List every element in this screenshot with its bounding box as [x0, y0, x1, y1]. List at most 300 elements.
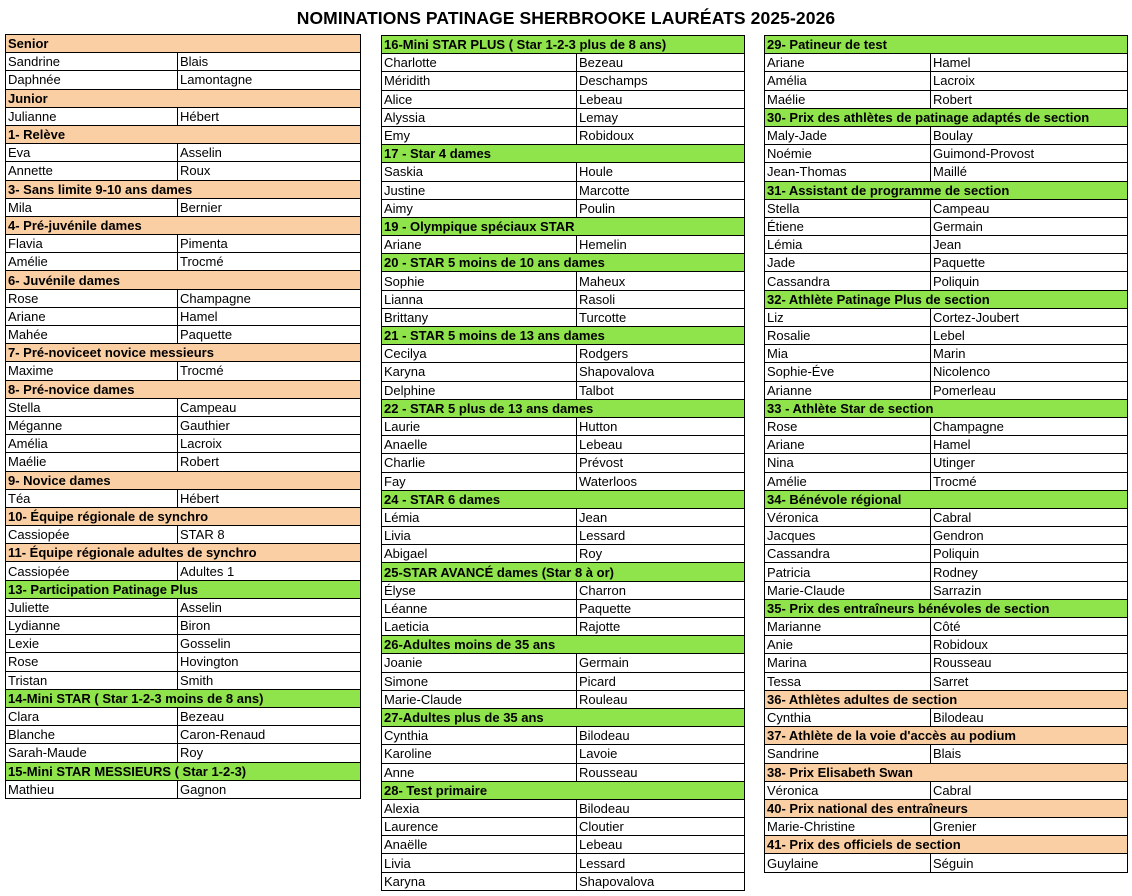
nominee-row [6, 235, 361, 253]
category-header-row [382, 327, 745, 345]
category-header-row [6, 89, 361, 107]
nominee-row [382, 454, 745, 472]
first-name-cell: Anaëlle [382, 836, 577, 854]
last-name-cell: Grenier [931, 818, 1128, 836]
first-name-cell: Patricia [765, 563, 931, 581]
first-name-cell: Amélie [6, 253, 178, 271]
nominee-row [6, 416, 361, 434]
category-header-row [6, 35, 361, 53]
last-name-cell: Lacroix [931, 72, 1128, 90]
last-name-cell: Lemay [577, 108, 745, 126]
first-name-cell: Emy [382, 126, 577, 144]
first-name-cell: Livia [382, 527, 577, 545]
column-3 [764, 35, 1128, 873]
first-name-cell: Marie-Claude [765, 581, 931, 599]
first-name-cell: Annette [6, 162, 178, 180]
category-header: 29- Patineur de test [765, 36, 1128, 54]
last-name-cell: Prévost [577, 454, 745, 472]
first-name-cell: Stella [765, 199, 931, 217]
first-name-cell: Tessa [765, 672, 931, 690]
first-name-cell: Karyna [382, 363, 577, 381]
category-header-row [382, 217, 745, 235]
last-name-cell: Pimenta [178, 235, 361, 253]
first-name-cell: Anie [765, 636, 931, 654]
first-name-cell: Amélia [6, 435, 178, 453]
first-name-cell: Anne [382, 763, 577, 781]
first-name-cell: Maxime [6, 362, 178, 380]
category-header: 26-Adultes moins de 35 ans [382, 636, 745, 654]
nominee-row [382, 654, 745, 672]
category-header-row [765, 690, 1128, 708]
nominee-row [382, 236, 745, 254]
last-name-cell: Rousseau [931, 654, 1128, 672]
nominee-row [382, 308, 745, 326]
nominee-row [6, 671, 361, 689]
last-name-cell: Bezeau [577, 54, 745, 72]
category-header: 22 - STAR 5 plus de 13 ans dames [382, 399, 745, 417]
nominee-row [382, 799, 745, 817]
nominee-row [765, 545, 1128, 563]
category-header: 28- Test primaire [382, 781, 745, 799]
nominee-row [765, 417, 1128, 435]
nominee-row [765, 672, 1128, 690]
first-name-cell: Véronica [765, 508, 931, 526]
first-name-cell: Laeticia [382, 618, 577, 636]
category-header-row [382, 145, 745, 163]
category-header-row [765, 727, 1128, 745]
category-header-row [765, 399, 1128, 417]
first-name-cell: Rose [6, 289, 178, 307]
last-name-cell: Roux [178, 162, 361, 180]
category-header-row [382, 636, 745, 654]
category-header-row [382, 254, 745, 272]
first-name-cell: Joanie [382, 654, 577, 672]
first-name-cell: Clara [6, 707, 178, 725]
first-name-cell: Lexie [6, 635, 178, 653]
last-name-cell: Trocmé [178, 362, 361, 380]
nominee-row [382, 854, 745, 872]
nominee-row [765, 618, 1128, 636]
nominee-row [765, 508, 1128, 526]
category-header-row [765, 763, 1128, 781]
last-name-cell: Hovington [178, 653, 361, 671]
first-name-cell: Étiene [765, 217, 931, 235]
category-header: 9- Novice dames [6, 471, 361, 489]
nominee-row [382, 672, 745, 690]
last-name-cell: Hamel [931, 54, 1128, 72]
last-name-cell: Paquette [931, 254, 1128, 272]
nominee-row [6, 107, 361, 125]
category-header-row [6, 544, 361, 562]
last-name-cell: Rasoli [577, 290, 745, 308]
nominee-row [382, 381, 745, 399]
first-name-cell: Amélie [765, 472, 931, 490]
last-name-cell: Hébert [178, 489, 361, 507]
nominee-row [6, 362, 361, 380]
nominee-row [382, 581, 745, 599]
nominee-row [382, 527, 745, 545]
last-name-cell: Pomerleau [931, 381, 1128, 399]
last-name-cell: Bernier [178, 198, 361, 216]
category-header-row [6, 689, 361, 707]
first-name-cell: Jacques [765, 527, 931, 545]
nominee-row [382, 872, 745, 890]
category-header-row [6, 580, 361, 598]
nominee-row [382, 508, 745, 526]
first-name-cell: Flavia [6, 235, 178, 253]
nominee-row [6, 71, 361, 89]
nominee-row [765, 199, 1128, 217]
last-name-cell: Jean [577, 508, 745, 526]
first-name-cell: Charlotte [382, 54, 577, 72]
first-name-cell: Méridith [382, 72, 577, 90]
category-header: 4- Pré-juvénile dames [6, 216, 361, 234]
last-name-cell: Champagne [931, 417, 1128, 435]
nominee-row [382, 108, 745, 126]
nominee-row [382, 763, 745, 781]
nominee-row [765, 163, 1128, 181]
first-name-cell: Sandrine [765, 745, 931, 763]
first-name-cell: Maly-Jade [765, 126, 931, 144]
last-name-cell: Cloutier [577, 818, 745, 836]
last-name-cell: Lessard [577, 854, 745, 872]
first-name-cell: Rosalie [765, 327, 931, 345]
nominee-row [382, 363, 745, 381]
last-name-cell: Rouleau [577, 690, 745, 708]
first-name-cell: Daphnée [6, 71, 178, 89]
first-name-cell: Sandrine [6, 53, 178, 71]
last-name-cell: Bilodeau [577, 727, 745, 745]
nominee-row [6, 162, 361, 180]
nominations-table [381, 35, 745, 891]
last-name-cell: Smith [178, 671, 361, 689]
nominee-row [382, 199, 745, 217]
first-name-cell: Marianne [765, 618, 931, 636]
last-name-cell: Séguin [931, 854, 1128, 872]
category-header: 8- Pré-novice dames [6, 380, 361, 398]
category-header: 3- Sans limite 9-10 ans dames [6, 180, 361, 198]
category-header-row [382, 563, 745, 581]
category-header-row [765, 599, 1128, 617]
nominee-row [765, 126, 1128, 144]
first-name-cell: Lianna [382, 290, 577, 308]
last-name-cell: Blais [178, 53, 361, 71]
nominee-row [6, 289, 361, 307]
last-name-cell: Deschamps [577, 72, 745, 90]
last-name-cell: Germain [931, 217, 1128, 235]
nominee-row [6, 398, 361, 416]
nominee-row [6, 562, 361, 580]
first-name-cell: Marie-Christine [765, 818, 931, 836]
category-header-row [6, 471, 361, 489]
first-name-cell: Ariane [765, 54, 931, 72]
first-name-cell: Tristan [6, 671, 178, 689]
first-name-cell: Mila [6, 198, 178, 216]
first-name-cell: Mia [765, 345, 931, 363]
first-name-cell: Nina [765, 454, 931, 472]
category-header: 10- Équipe régionale de synchro [6, 507, 361, 525]
first-name-cell: Cassandra [765, 545, 931, 563]
nominee-row [382, 818, 745, 836]
nominee-row [6, 653, 361, 671]
first-name-cell: Ariane [382, 236, 577, 254]
first-name-cell: Fay [382, 472, 577, 490]
category-header: 6- Juvénile dames [6, 271, 361, 289]
nominee-row [765, 436, 1128, 454]
category-header: 35- Prix des entraîneurs bénévoles de section [765, 599, 1128, 617]
first-name-cell: Laurence [382, 818, 577, 836]
nominee-row [765, 254, 1128, 272]
category-header: 13- Participation Patinage Plus [6, 580, 361, 598]
last-name-cell: Caron-Renaud [178, 726, 361, 744]
first-name-cell: Véronica [765, 781, 931, 799]
first-name-cell: Lydianne [6, 617, 178, 635]
category-header-row [382, 399, 745, 417]
column-1 [5, 34, 361, 799]
category-header-row [382, 490, 745, 508]
first-name-cell: Cynthia [765, 708, 931, 726]
last-name-cell: Poliquin [931, 545, 1128, 563]
category-header-row [382, 781, 745, 799]
nominee-row [382, 618, 745, 636]
last-name-cell: Houle [577, 163, 745, 181]
first-name-cell: Rose [765, 417, 931, 435]
category-header-row [6, 344, 361, 362]
last-name-cell: Poulin [577, 199, 745, 217]
last-name-cell: Lebel [931, 327, 1128, 345]
first-name-cell: Rose [6, 653, 178, 671]
first-name-cell: Sarah-Maude [6, 744, 178, 762]
nominee-row [382, 181, 745, 199]
nominee-row [6, 307, 361, 325]
first-name-cell: Guylaine [765, 854, 931, 872]
nominee-row [382, 836, 745, 854]
last-name-cell: Turcotte [577, 308, 745, 326]
last-name-cell: Paquette [178, 326, 361, 344]
nominee-row [6, 526, 361, 544]
nominee-row [765, 654, 1128, 672]
category-header: 37- Athlète de la voie d'accès au podium [765, 727, 1128, 745]
first-name-cell: Abigael [382, 545, 577, 563]
last-name-cell: Rajotte [577, 618, 745, 636]
last-name-cell: Trocmé [931, 472, 1128, 490]
first-name-cell: Karyna [382, 872, 577, 890]
nominee-row [382, 90, 745, 108]
nominee-row [382, 472, 745, 490]
category-header-row [6, 180, 361, 198]
nominee-row [6, 489, 361, 507]
last-name-cell: Roy [178, 744, 361, 762]
nominee-row [6, 780, 361, 798]
nominee-row [765, 781, 1128, 799]
nominee-row [765, 272, 1128, 290]
nominee-row [765, 472, 1128, 490]
category-header: 27-Adultes plus de 35 ans [382, 708, 745, 726]
nominee-row [382, 54, 745, 72]
nominee-row [6, 598, 361, 616]
last-name-cell: Gendron [931, 527, 1128, 545]
last-name-cell: Rodgers [577, 345, 745, 363]
first-name-cell: Jade [765, 254, 931, 272]
nominee-row [765, 54, 1128, 72]
last-name-cell: Lavoie [577, 745, 745, 763]
first-name-cell: Aimy [382, 199, 577, 217]
last-name-cell: Trocmé [178, 253, 361, 271]
last-name-cell: Lebeau [577, 90, 745, 108]
nominee-row [765, 90, 1128, 108]
last-name-cell: Cabral [931, 508, 1128, 526]
category-header: 40- Prix national des entraîneurs [765, 799, 1128, 817]
nominee-row [6, 617, 361, 635]
last-name-cell: Rousseau [577, 763, 745, 781]
category-header: 32- Athlète Patinage Plus de section [765, 290, 1128, 308]
first-name-cell: Méganne [6, 416, 178, 434]
nominations-table [764, 35, 1128, 873]
last-name-cell: Blais [931, 745, 1128, 763]
category-header: 7- Pré-noviceet novice messieurs [6, 344, 361, 362]
last-name-cell: Nicolenco [931, 363, 1128, 381]
category-header-row [6, 380, 361, 398]
nominee-row [765, 527, 1128, 545]
last-name-cell: Champagne [178, 289, 361, 307]
nominee-row [382, 163, 745, 181]
category-header: 16-Mini STAR PLUS ( Star 1-2-3 plus de 8 ans) [382, 36, 745, 54]
last-name-cell: Gagnon [178, 780, 361, 798]
category-header: 19 - Olympique spéciaux STAR [382, 217, 745, 235]
nominee-row [765, 308, 1128, 326]
nominee-row [382, 272, 745, 290]
first-name-cell: Léanne [382, 599, 577, 617]
last-name-cell: Cortez-Joubert [931, 308, 1128, 326]
last-name-cell: Marin [931, 345, 1128, 363]
category-header-row [765, 490, 1128, 508]
last-name-cell: STAR 8 [178, 526, 361, 544]
nominee-row [765, 818, 1128, 836]
category-header-row [6, 125, 361, 143]
last-name-cell: Bezeau [178, 707, 361, 725]
category-header: 15-Mini STAR MESSIEURS ( Star 1-2-3) [6, 762, 361, 780]
last-name-cell: Hamel [178, 307, 361, 325]
category-header-row [382, 36, 745, 54]
first-name-cell: Julianne [6, 107, 178, 125]
nominee-row [6, 635, 361, 653]
nominee-row [6, 453, 361, 471]
last-name-cell: Germain [577, 654, 745, 672]
first-name-cell: Cassiopée [6, 562, 178, 580]
last-name-cell: Hemelin [577, 236, 745, 254]
first-name-cell: Charlie [382, 454, 577, 472]
nominee-row [765, 708, 1128, 726]
last-name-cell: Rodney [931, 563, 1128, 581]
last-name-cell: Guimond-Provost [931, 145, 1128, 163]
last-name-cell: Maillé [931, 163, 1128, 181]
first-name-cell: Élyse [382, 581, 577, 599]
last-name-cell: Lebeau [577, 436, 745, 454]
nominee-row [765, 363, 1128, 381]
last-name-cell: Hutton [577, 417, 745, 435]
nominee-row [6, 435, 361, 453]
first-name-cell: Alyssia [382, 108, 577, 126]
nominee-row [765, 454, 1128, 472]
last-name-cell: Shapovalova [577, 872, 745, 890]
last-name-cell: Asselin [178, 598, 361, 616]
first-name-cell: Brittany [382, 308, 577, 326]
last-name-cell: Campeau [931, 199, 1128, 217]
nominee-row [6, 198, 361, 216]
first-name-cell: Sophie-Éve [765, 363, 931, 381]
last-name-cell: Sarrazin [931, 581, 1128, 599]
last-name-cell: Sarret [931, 672, 1128, 690]
last-name-cell: Adultes 1 [178, 562, 361, 580]
category-header-row [382, 708, 745, 726]
first-name-cell: Marie-Claude [382, 690, 577, 708]
nominee-row [765, 636, 1128, 654]
category-header-row [6, 507, 361, 525]
last-name-cell: Lacroix [178, 435, 361, 453]
last-name-cell: Marcotte [577, 181, 745, 199]
category-header: 31- Assistant de programme de section [765, 181, 1128, 199]
first-name-cell: Laurie [382, 417, 577, 435]
first-name-cell: Cecilya [382, 345, 577, 363]
nominee-row [765, 236, 1128, 254]
last-name-cell: Charron [577, 581, 745, 599]
page-title: NOMINATIONS PATINAGE SHERBROOKE LAURÉATS 2025-2026 [296, 8, 836, 28]
nominee-row [765, 145, 1128, 163]
nominee-row [382, 599, 745, 617]
first-name-cell: Arianne [765, 381, 931, 399]
last-name-cell: Hébert [178, 107, 361, 125]
category-header-row [765, 36, 1128, 54]
last-name-cell: Roy [577, 545, 745, 563]
last-name-cell: Picard [577, 672, 745, 690]
category-header: 1- Relève [6, 125, 361, 143]
first-name-cell: Juliette [6, 598, 178, 616]
first-name-cell: Delphine [382, 381, 577, 399]
last-name-cell: Robert [178, 453, 361, 471]
last-name-cell: Lessard [577, 527, 745, 545]
category-header-row [765, 799, 1128, 817]
category-header: 11- Équipe régionale adultes de synchro [6, 544, 361, 562]
category-header: Junior [6, 89, 361, 107]
nominations-table [5, 34, 361, 799]
first-name-cell: Noémie [765, 145, 931, 163]
nominee-row [6, 144, 361, 162]
category-header: 38- Prix Elisabeth Swan [765, 763, 1128, 781]
first-name-cell: Simone [382, 672, 577, 690]
nominee-row [382, 690, 745, 708]
nominee-row [765, 345, 1128, 363]
category-header: 41- Prix des officiels de section [765, 836, 1128, 854]
last-name-cell: Bilodeau [931, 708, 1128, 726]
first-name-cell: Justine [382, 181, 577, 199]
last-name-cell: Campeau [178, 398, 361, 416]
last-name-cell: Lebeau [577, 836, 745, 854]
category-header-row [765, 290, 1128, 308]
first-name-cell: Cassandra [765, 272, 931, 290]
nominee-row [765, 72, 1128, 90]
first-name-cell: Karoline [382, 745, 577, 763]
category-header: Senior [6, 35, 361, 53]
nominee-row [382, 727, 745, 745]
last-name-cell: Asselin [178, 144, 361, 162]
nominee-row [382, 290, 745, 308]
category-header: 36- Athlètes adultes de section [765, 690, 1128, 708]
first-name-cell: Lémia [382, 508, 577, 526]
first-name-cell: Cynthia [382, 727, 577, 745]
category-header: 20 - STAR 5 moins de 10 ans dames [382, 254, 745, 272]
first-name-cell: Stella [6, 398, 178, 416]
nominee-row [6, 726, 361, 744]
